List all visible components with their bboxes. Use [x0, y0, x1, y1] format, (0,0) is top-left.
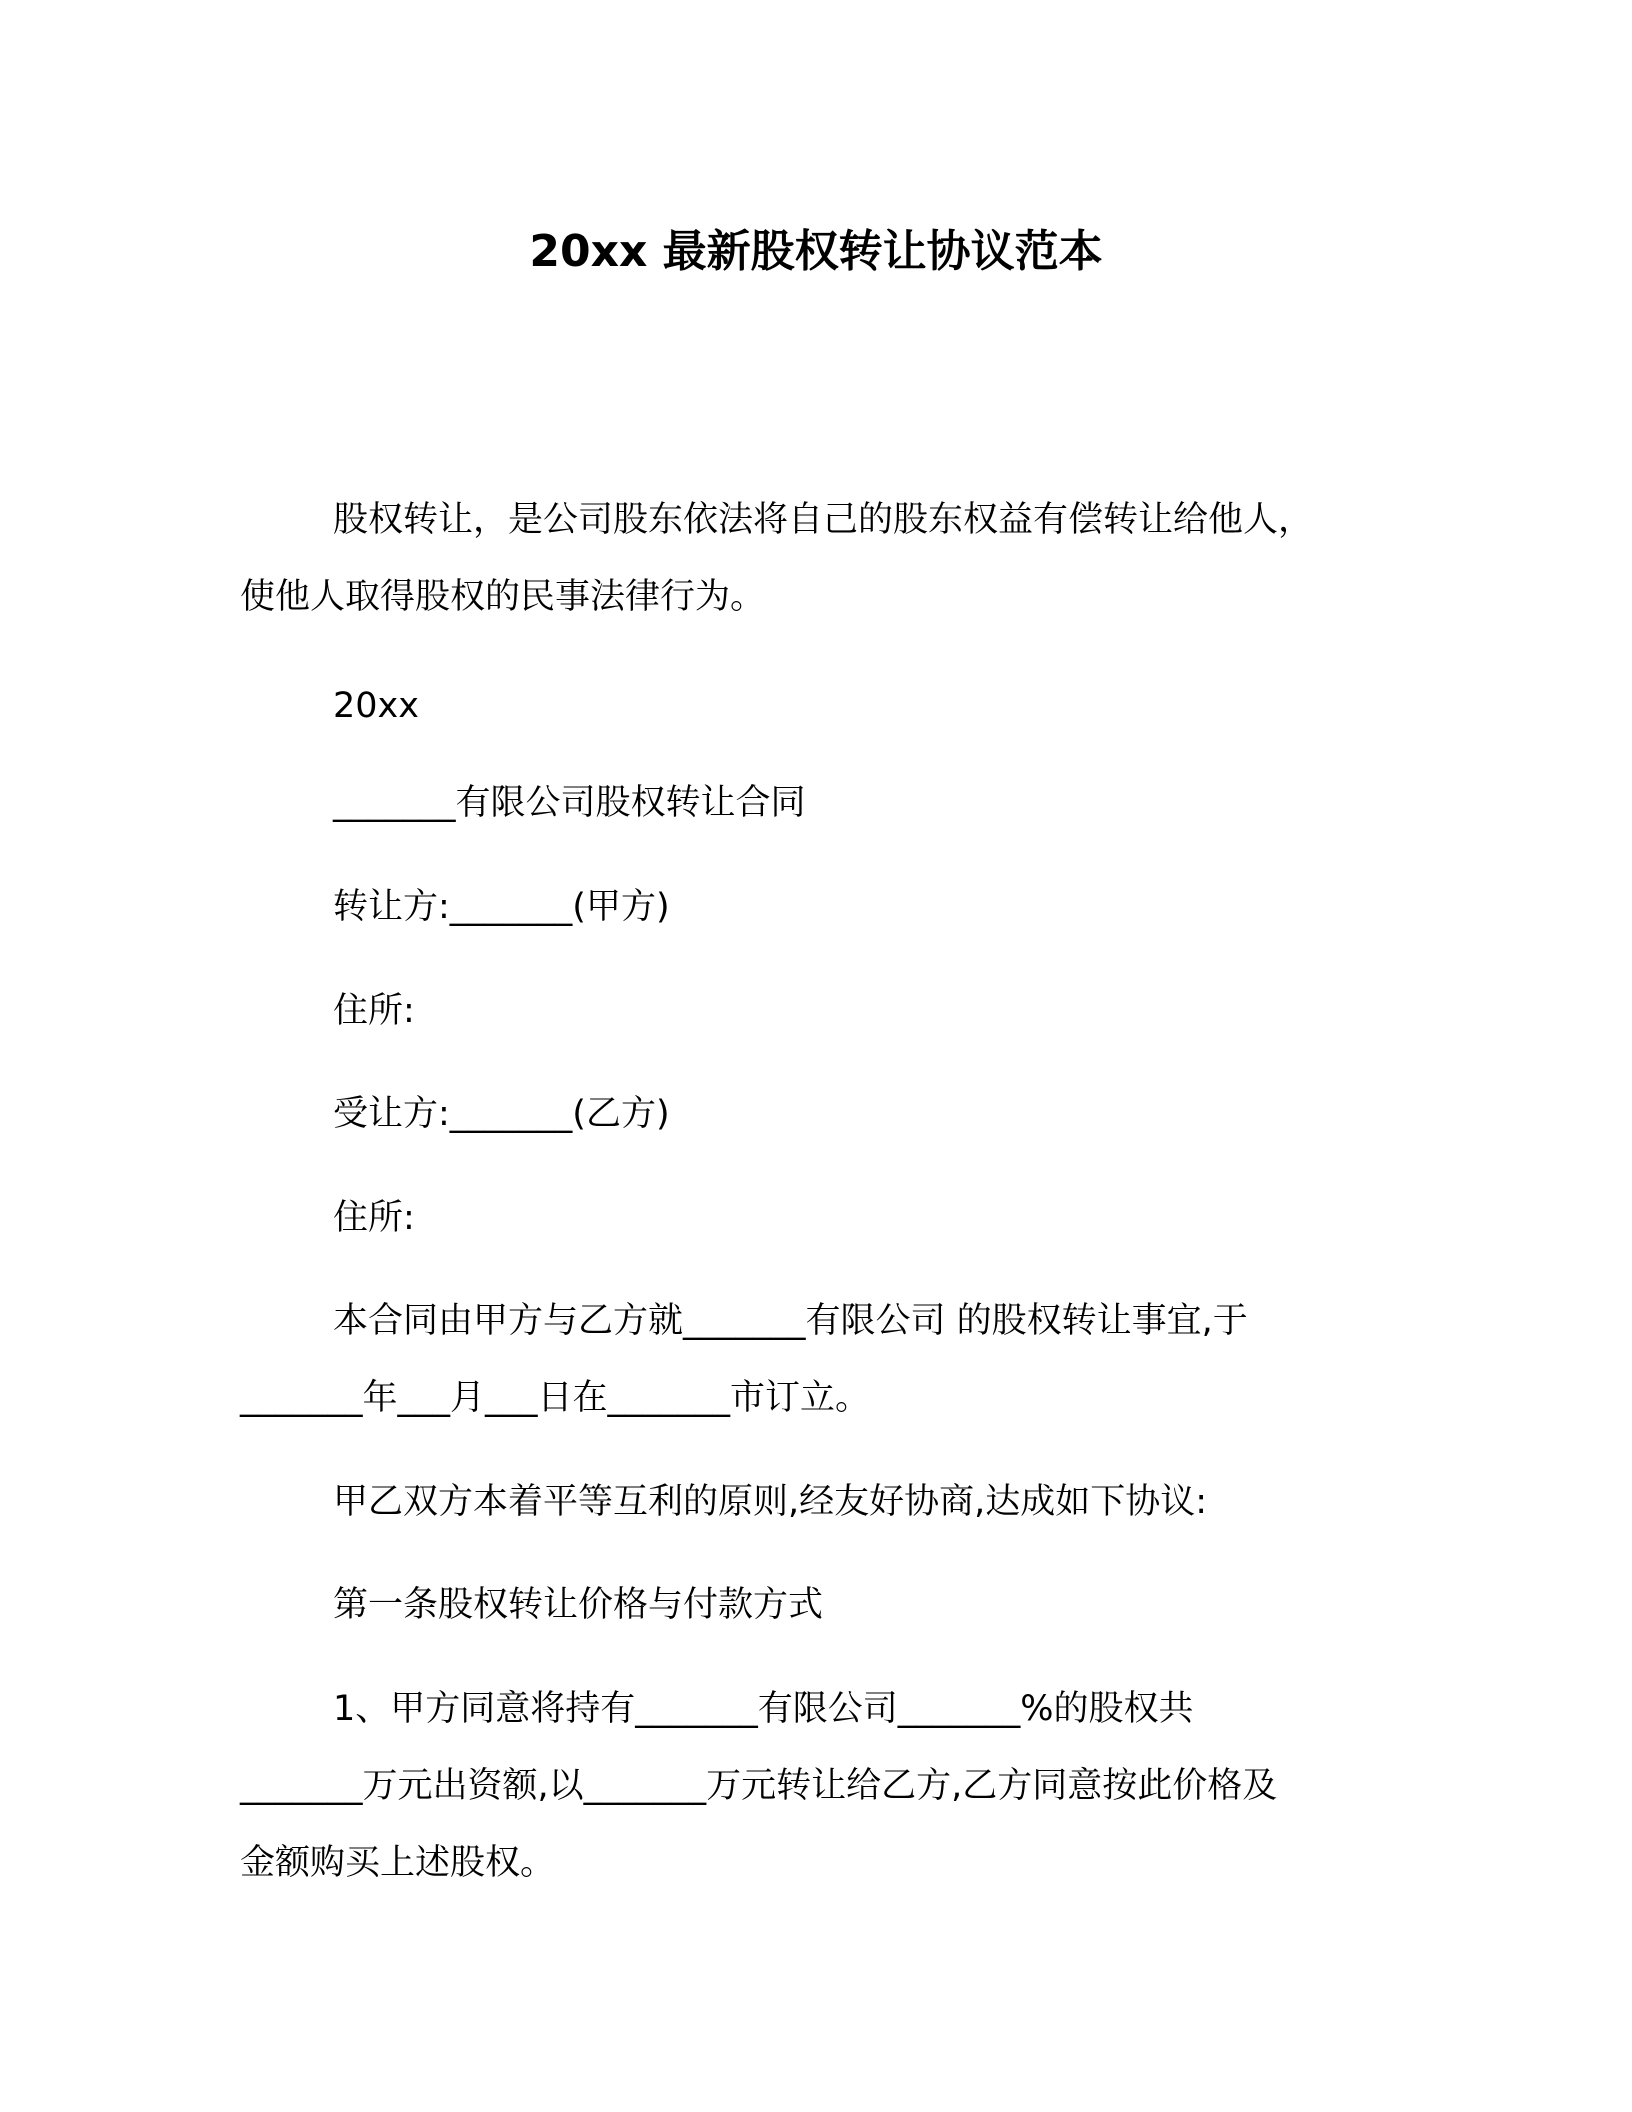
transferee-address-line: 住所: [333, 1198, 415, 1238]
article-one-heading: 第一条股权转让价格与付款方式 [333, 1585, 824, 1625]
paragraph-agreement: 甲乙双方本着平等互利的原则,经友好协商,达成如下协议: [333, 1482, 1208, 1522]
clause-one-line-3: 金额购买上述股权。 [240, 1843, 556, 1883]
year-label: 20xx [333, 686, 419, 726]
paragraph-intro-line-2: 使他人取得股权的民事法律行为。 [240, 577, 766, 617]
paragraph-intro-line-1: 股权转让，是公司股东依法将自己的股东权益有偿转让给他人， [333, 500, 1314, 540]
clause-one-line-2: _______万元出资额,以_______万元转让给乙方,乙方同意按此价格及 [240, 1766, 1278, 1806]
paragraph-contract-line-2: _______年___月___日在_______市订立。 [240, 1378, 871, 1418]
paragraph-contract-line-1: 本合同由甲方与乙方就_______有限公司 的股权转让事宜,于 [333, 1301, 1248, 1341]
document-title: 20xx 最新股权转让协议范本 [529, 226, 1103, 277]
transferor-line: 转让方:_______(甲方) [333, 887, 670, 927]
transferee-line: 受让方:_______(乙方) [333, 1094, 670, 1134]
clause-one-line-1: 1、甲方同意将持有_______有限公司_______%的股权共 [333, 1689, 1194, 1729]
transferor-address-line: 住所: [333, 991, 415, 1031]
contract-heading: _______有限公司股权转让合同 [333, 783, 806, 823]
